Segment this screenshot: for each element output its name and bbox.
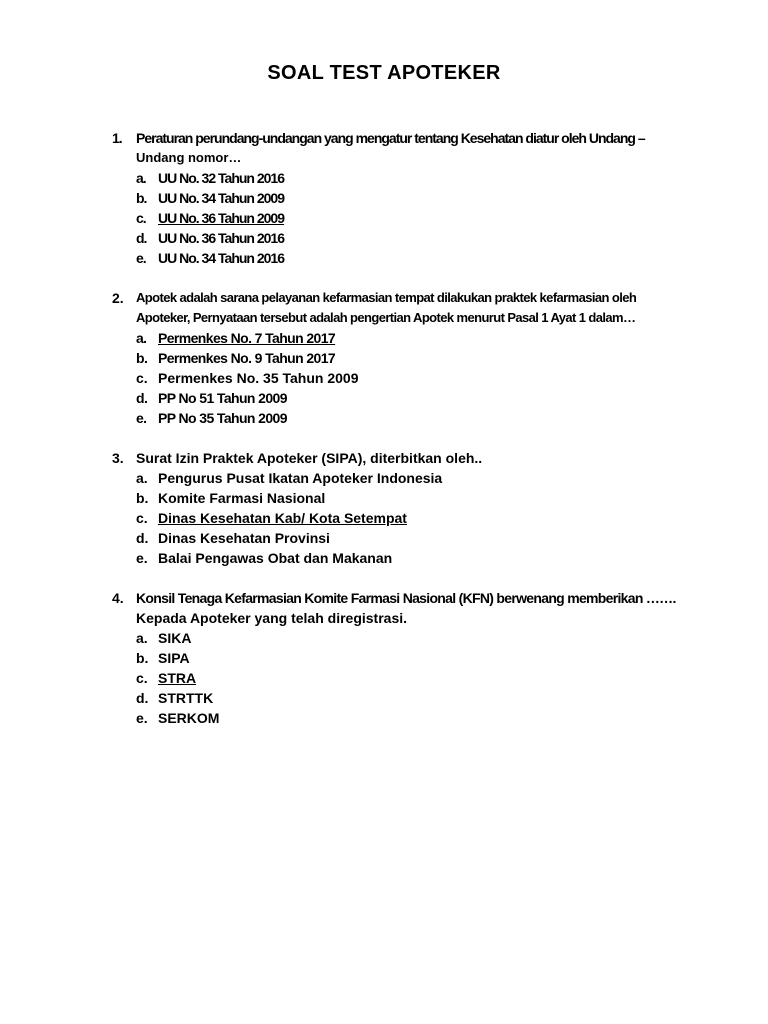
option-letter: e. bbox=[136, 550, 148, 566]
question-text bbox=[136, 448, 712, 468]
option-text: PP No 51 Tahun 2009 bbox=[158, 390, 287, 406]
option-e bbox=[136, 408, 712, 428]
option-d bbox=[136, 528, 712, 548]
option-text-correct: Permenkes No. 7 Tahun 2017 bbox=[158, 330, 336, 346]
option-letter: d. bbox=[136, 690, 149, 706]
question-text-line: Surat Izin Praktek Apoteker (SIPA), diterbitkan oleh.. bbox=[136, 450, 483, 466]
option-letter: b. bbox=[136, 490, 149, 506]
options-list bbox=[112, 328, 712, 428]
option-e bbox=[136, 708, 712, 728]
option-d bbox=[136, 228, 712, 248]
question-text-line: Peraturan perundang-undangan yang mengatur tentang Kesehatan diatur oleh Undang – bbox=[136, 130, 645, 146]
option-letter: d. bbox=[136, 390, 148, 406]
option-c bbox=[136, 368, 712, 388]
option-letter: c. bbox=[136, 370, 148, 386]
option-text: PP No 35 Tahun 2009 bbox=[158, 410, 287, 426]
option-b bbox=[136, 348, 712, 368]
option-c bbox=[136, 208, 712, 228]
option-e bbox=[136, 548, 712, 568]
option-letter: d. bbox=[136, 530, 149, 546]
option-text: Balai Pengawas Obat dan Makanan bbox=[158, 550, 393, 566]
option-a bbox=[136, 168, 712, 188]
option-text: Permenkes No. 9 Tahun 2017 bbox=[158, 350, 336, 366]
question-text-line: Kepada Apoteker yang telah diregistrasi. bbox=[136, 610, 408, 626]
question-number: 2. bbox=[112, 290, 124, 306]
option-text: Permenkes No. 35 Tahun 2009 bbox=[158, 370, 359, 386]
option-b bbox=[136, 648, 712, 668]
options-list bbox=[112, 168, 712, 268]
option-text: SIKA bbox=[158, 630, 192, 646]
option-letter: b. bbox=[136, 650, 149, 666]
option-b bbox=[136, 488, 712, 508]
option-text: Komite Farmasi Nasional bbox=[158, 490, 326, 506]
question-text-line: Undang nomor… bbox=[136, 150, 242, 165]
question-text-line: Apoteker, Pernyataan tersebut adalah pengertian Apotek menurut Pasal 1 Ayat 1 dalam… bbox=[136, 310, 636, 325]
question-4 bbox=[112, 588, 712, 728]
question-text-line: Konsil Tenaga Kefarmasian Komite Farmasi Nasional (KFN) berwenang memberikan ……. bbox=[136, 590, 676, 606]
option-text-correct: UU No. 36 Tahun 2009 bbox=[158, 210, 285, 226]
option-e bbox=[136, 248, 712, 268]
option-letter: b. bbox=[136, 350, 148, 366]
option-d bbox=[136, 388, 712, 408]
option-letter: a. bbox=[136, 330, 147, 346]
option-b bbox=[136, 188, 712, 208]
option-text: UU No. 32 Tahun 2016 bbox=[158, 170, 285, 186]
option-letter: c. bbox=[136, 670, 148, 686]
question-text bbox=[136, 288, 712, 328]
option-c bbox=[136, 668, 712, 688]
options-list bbox=[112, 468, 712, 568]
option-letter: a. bbox=[136, 170, 146, 186]
option-letter: c. bbox=[136, 510, 148, 526]
option-a bbox=[136, 628, 712, 648]
option-text-correct: Dinas Kesehatan Kab/ Kota Setempat bbox=[158, 510, 407, 526]
option-a bbox=[136, 468, 712, 488]
question-text bbox=[136, 128, 712, 168]
question-text bbox=[136, 588, 712, 628]
option-text-correct: STRA bbox=[158, 670, 197, 686]
option-letter: e. bbox=[136, 250, 146, 266]
option-letter: e. bbox=[136, 410, 147, 426]
option-letter: d. bbox=[136, 230, 147, 246]
option-letter: e. bbox=[136, 710, 148, 726]
option-text: STRTTK bbox=[158, 690, 214, 706]
option-text: SIPA bbox=[158, 650, 190, 666]
option-letter: c. bbox=[136, 210, 146, 226]
question-number: 3. bbox=[112, 450, 124, 466]
option-text: Dinas Kesehatan Provinsi bbox=[158, 530, 330, 546]
question-number: 1. bbox=[112, 130, 122, 146]
option-text: SERKOM bbox=[158, 710, 220, 726]
question-number: 4. bbox=[112, 590, 124, 606]
option-text: Pengurus Pusat Ikatan Apoteker Indonesia bbox=[158, 470, 443, 486]
document-title: SOAL TEST APOTEKER bbox=[267, 62, 501, 84]
option-a bbox=[136, 328, 712, 348]
option-c bbox=[136, 508, 712, 528]
question-1 bbox=[112, 128, 712, 268]
question-3 bbox=[112, 448, 712, 568]
option-d bbox=[136, 688, 712, 708]
question-text-line: Apotek adalah sarana pelayanan kefarmasian tempat dilakukan praktek kefarmasian oleh bbox=[136, 290, 637, 305]
option-letter: a. bbox=[136, 630, 148, 646]
option-text: UU No. 36 Tahun 2016 bbox=[158, 230, 285, 246]
option-letter: a. bbox=[136, 470, 148, 486]
question-2 bbox=[112, 288, 712, 428]
option-text: UU No. 34 Tahun 2009 bbox=[158, 190, 285, 206]
options-list bbox=[112, 628, 712, 728]
option-letter: b. bbox=[136, 190, 147, 206]
option-text: UU No. 34 Tahun 2016 bbox=[158, 250, 285, 266]
